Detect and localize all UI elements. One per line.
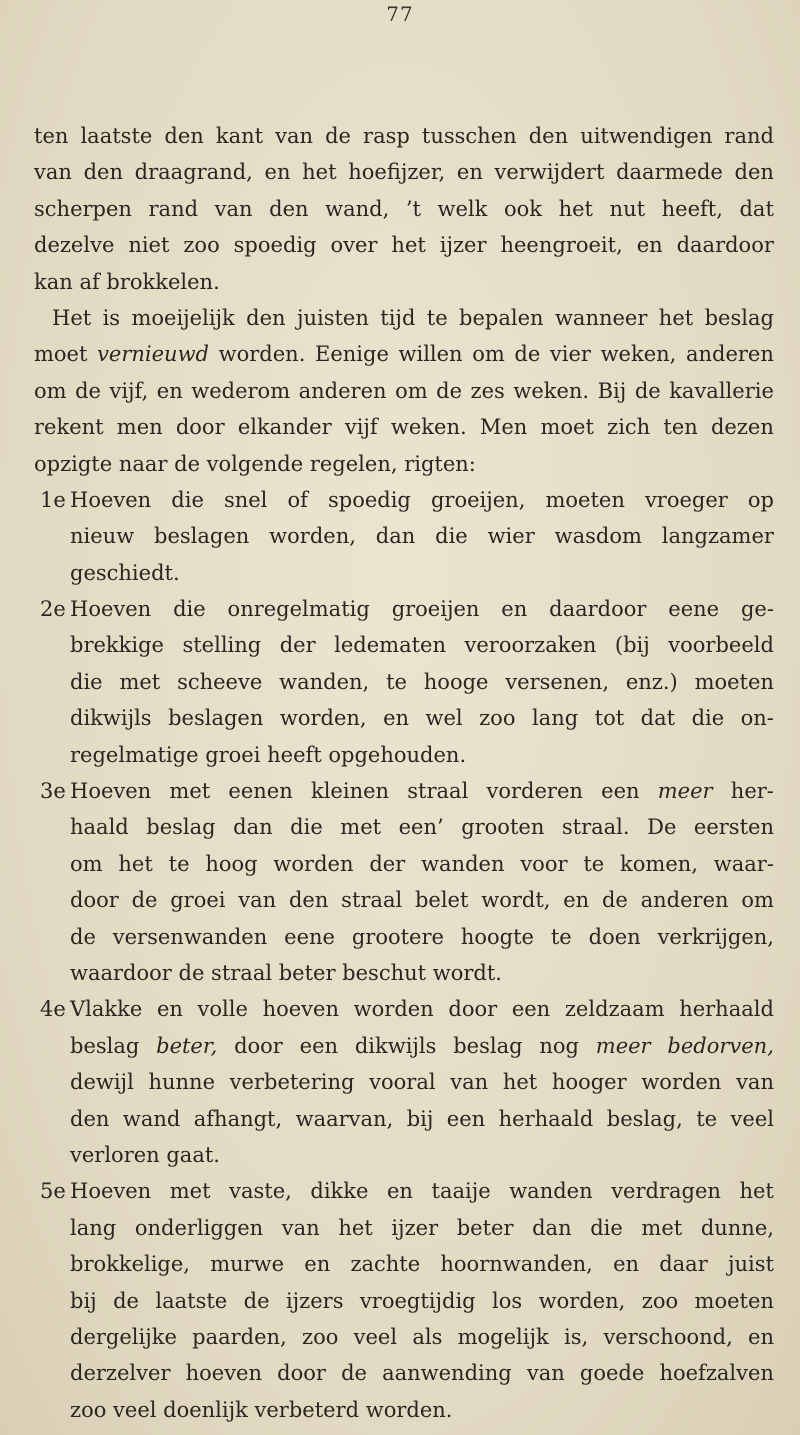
text-line bbox=[34, 919, 774, 955]
text-line bbox=[34, 773, 774, 809]
line-text: Hoeven die onregelmatig groeijen en daardoor eene ge- bbox=[70, 597, 774, 622]
line-text: opzigte naar de volgende regelen, rigten: bbox=[34, 451, 476, 476]
text-line bbox=[34, 518, 774, 554]
line-text: kan af brokkelen. bbox=[34, 269, 220, 294]
body-text bbox=[34, 118, 774, 1428]
text-line bbox=[34, 1319, 774, 1355]
text-line bbox=[34, 373, 774, 409]
line-text: die met scheeve wanden, te hooge versenen, enz.) moeten bbox=[70, 669, 774, 694]
text-line bbox=[34, 264, 774, 300]
text-line bbox=[34, 482, 774, 518]
text-line bbox=[34, 191, 774, 227]
text-line bbox=[34, 1028, 774, 1064]
line-text: beslag beter, door een dikwijls beslag nog meer bedorven, bbox=[70, 1033, 774, 1058]
line-text: Hoeven met eenen kleinen straal vorderen een meer her- bbox=[70, 779, 774, 804]
text-line bbox=[34, 591, 774, 627]
line-text: Hoeven die snel of spoedig groeijen, moeten vroeger op bbox=[70, 487, 774, 512]
line-text: den wand afhangt, waarvan, bij een herhaald beslag, te veel bbox=[70, 1106, 774, 1131]
text-line bbox=[34, 1283, 774, 1319]
text-line bbox=[34, 336, 774, 372]
list-number: 2e bbox=[40, 597, 66, 622]
text-line bbox=[34, 555, 774, 591]
text-line bbox=[34, 882, 774, 918]
text-line bbox=[34, 846, 774, 882]
page-number: 77 bbox=[386, 2, 414, 26]
line-text: brekkige stelling der ledematen veroorzaken (bij voorbeeld bbox=[70, 633, 774, 658]
text-line bbox=[34, 700, 774, 736]
text-line bbox=[34, 627, 774, 663]
text-line bbox=[34, 227, 774, 263]
list-number: 5e bbox=[40, 1179, 66, 1204]
line-text: van den draagrand, en het hoefijzer, en verwijdert daarmede den bbox=[34, 160, 774, 185]
text-line bbox=[34, 991, 774, 1027]
text-line bbox=[34, 1246, 774, 1282]
line-text: moet vernieuwd worden. Eenige willen om de vier weken, anderen bbox=[34, 342, 774, 367]
text-line bbox=[34, 664, 774, 700]
line-text: dikwijls beslagen worden, en wel zoo lang tot dat die on- bbox=[70, 706, 774, 731]
list-number: 3e bbox=[40, 779, 66, 804]
line-text: Het is moeijelijk den juisten tijd te bepalen wanneer het beslag bbox=[52, 305, 774, 330]
line-text: verloren gaat. bbox=[70, 1142, 220, 1167]
line-text: Hoeven met vaste, dikke en taaije wanden verdragen het bbox=[70, 1179, 774, 1204]
text-line bbox=[34, 300, 774, 336]
line-text: bij de laatste de ijzers vroegtijdig los worden, zoo moeten bbox=[70, 1288, 774, 1313]
line-text: brokkelige, murwe en zachte hoornwanden, en daar juist bbox=[70, 1252, 774, 1277]
text-line bbox=[34, 446, 774, 482]
line-text: rekent men door elkander vijf weken. Men moet zich ten dezen bbox=[34, 415, 774, 440]
line-text: scherpen rand van den wand, ’t welk ook het nut heeft, dat bbox=[34, 196, 774, 221]
list-number: 4e bbox=[40, 997, 66, 1022]
text-line bbox=[34, 955, 774, 991]
line-text: haald beslag dan die met een’ grooten straal. De eersten bbox=[70, 815, 774, 840]
line-text: dezelve niet zoo spoedig over het ijzer heengroeit, en daardoor bbox=[34, 233, 774, 258]
line-text: door de groei van den straal belet wordt, en de anderen om bbox=[70, 888, 774, 913]
line-text: de versenwanden eene grootere hoogte te doen verkrijgen, bbox=[70, 924, 774, 949]
line-text: dewijl hunne verbetering vooral van het hooger worden van bbox=[70, 1070, 774, 1095]
text-line bbox=[34, 1210, 774, 1246]
text-line bbox=[34, 118, 774, 154]
text-line bbox=[34, 1173, 774, 1209]
line-text: nieuw beslagen worden, dan die wier wasdom langzamer bbox=[70, 524, 774, 549]
text-line bbox=[34, 1101, 774, 1137]
line-text: zoo veel doenlijk verbeterd worden. bbox=[70, 1397, 453, 1422]
line-text: Vlakke en volle hoeven worden door een zeldzaam herhaald bbox=[70, 997, 774, 1022]
text-line bbox=[34, 1355, 774, 1391]
line-text: geschiedt. bbox=[70, 560, 180, 585]
line-text: dergelijke paarden, zoo veel als mogelijk is, verschoond, en bbox=[70, 1324, 774, 1349]
text-line bbox=[34, 1137, 774, 1173]
line-text: lang onderliggen van het ijzer beter dan die met dunne, bbox=[70, 1215, 774, 1240]
text-line bbox=[34, 409, 774, 445]
line-text: waardoor de straal beter beschut wordt. bbox=[70, 960, 502, 985]
line-text: om de vijf, en wederom anderen om de zes weken. Bij de kavallerie bbox=[34, 378, 774, 403]
text-line bbox=[34, 737, 774, 773]
line-text: om het te hoog worden der wanden voor te komen, waar- bbox=[70, 851, 774, 876]
line-text: ten laatste den kant van de rasp tusschen den uitwendigen rand bbox=[34, 124, 774, 148]
list-number: 1e bbox=[40, 487, 66, 512]
text-line bbox=[34, 809, 774, 845]
text-line bbox=[34, 1064, 774, 1100]
line-text: regelmatige groei heeft opgehouden. bbox=[70, 742, 467, 767]
line-text: derzelver hoeven door de aanwending van goede hoefzalven bbox=[70, 1361, 774, 1386]
text-line bbox=[34, 1392, 774, 1428]
text-line bbox=[34, 154, 774, 190]
